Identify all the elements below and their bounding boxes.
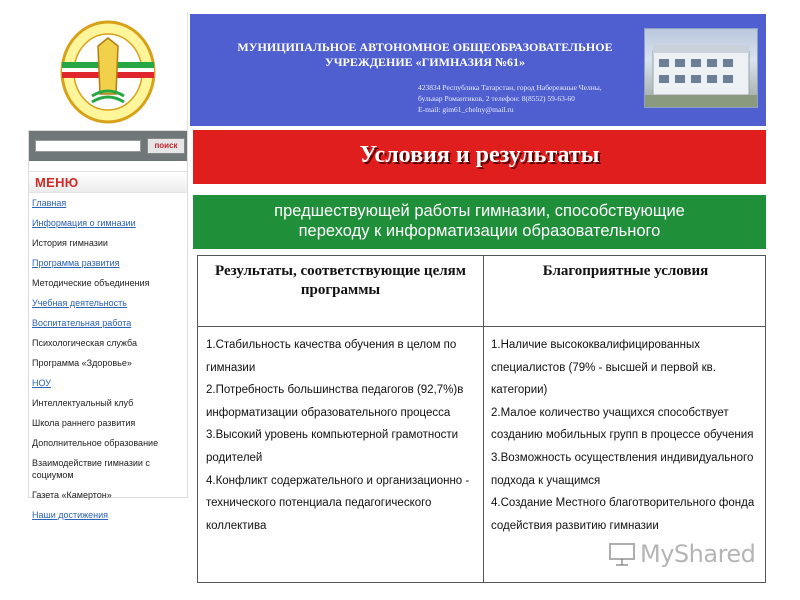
building-image-icon xyxy=(645,29,757,107)
header-banner xyxy=(190,14,766,126)
logo-area xyxy=(28,12,188,130)
presentation-icon xyxy=(608,541,636,567)
sidebar xyxy=(28,130,188,520)
organization-name: МУНИЦИПАЛЬНОЕ АВТОНОМНОЕ ОБЩЕОБРАЗОВАТЕЛЬНОЕ УЧРЕЖДЕНИЕ «ГИМНАЗИЯ №61» xyxy=(237,40,613,69)
search-button[interactable]: поиск xyxy=(147,138,185,154)
results-conditions-table xyxy=(197,255,766,583)
menu-item-health[interactable]: Программа «Здоровье» xyxy=(32,358,132,368)
list-item: 3.Высокий уровень компьютерной грамотности родителей xyxy=(206,429,459,464)
column-divider xyxy=(483,256,484,582)
menu-item-methodical[interactable]: Методические объединения xyxy=(32,278,150,288)
list-item: 1.Наличие высококвалифицированных специалистов (79% - высшей и первой кв. категории) xyxy=(491,339,716,397)
table-header-results: Результаты, соответствующие целям программы xyxy=(215,263,466,298)
menu-item-society[interactable]: Взаимодействие гимназии с социумом xyxy=(32,458,150,480)
gymnasium-logo-icon xyxy=(58,16,158,124)
menu-item-newspaper[interactable]: Газета «Камертон» xyxy=(32,490,112,500)
subtitle-bar xyxy=(193,195,766,249)
table-header-conditions: Благоприятные условия xyxy=(542,263,709,279)
menu-item-home[interactable]: Главная xyxy=(32,198,67,208)
menu-item-psychology[interactable]: Психологическая служба xyxy=(32,338,138,348)
list-item: 2.Потребность большинства педагогов (92,7%)в информатизации образовательного процесса xyxy=(206,384,464,419)
list-item: 4.Конфликт содержательного и организационно - технического потенциала педагогического коллектива xyxy=(206,474,470,532)
menu-item-intellectual-club[interactable]: Интеллектуальный клуб xyxy=(32,398,134,408)
contact-info: 423834 Республика Татарстан, город Набережные Челны, бульвар Романтиков, 2 телефон: 8(8552) 59-63-60 E-mail: gim61_chelny@mail.ru xyxy=(418,83,602,114)
list-item: 2.Малое количество учащихся способствует созданию мобильных групп в процессе обучения xyxy=(491,406,754,442)
conditions-cell xyxy=(491,334,761,537)
menu-item-education[interactable]: Учебная деятельность xyxy=(32,298,127,308)
title-bar xyxy=(193,130,766,184)
menu-item-nou[interactable]: НОУ xyxy=(32,378,52,388)
menu-item-extra-education[interactable]: Дополнительное образование xyxy=(32,438,159,448)
list-item: 4.Создание Местного благотворительного фонда содействия развитию гимназии xyxy=(491,497,755,532)
search-bar xyxy=(29,131,187,161)
menu-item-early-school[interactable]: Школа раннего развития xyxy=(32,418,136,428)
menu-item-history[interactable]: История гимназии xyxy=(32,238,108,248)
menu-item-development-program[interactable]: Программа развития xyxy=(32,258,120,268)
watermark: MyShared xyxy=(608,538,768,572)
search-input[interactable] xyxy=(35,140,141,152)
menu-item-upbringing[interactable]: Воспитательная работа xyxy=(32,318,132,328)
header-divider xyxy=(198,326,765,327)
menu-heading: МЕНЮ xyxy=(29,171,187,193)
menu-list xyxy=(32,197,186,529)
menu-item-info[interactable]: Информация о гимназии xyxy=(32,218,136,228)
list-item: 3.Возможность осуществления индивидуального подхода к учащимся xyxy=(491,451,754,487)
building-photo xyxy=(644,28,758,108)
page-title: Условия и результаты xyxy=(359,142,600,168)
results-cell xyxy=(206,334,478,537)
menu-item-achievements[interactable]: Наши достижения xyxy=(32,510,109,520)
page-subtitle: предшествующей работы гимназии, способствующие переходу к информатизации образовательного xyxy=(274,202,685,240)
list-item: 1.Стабильность качества обучения в целом по гимназии xyxy=(206,339,457,374)
